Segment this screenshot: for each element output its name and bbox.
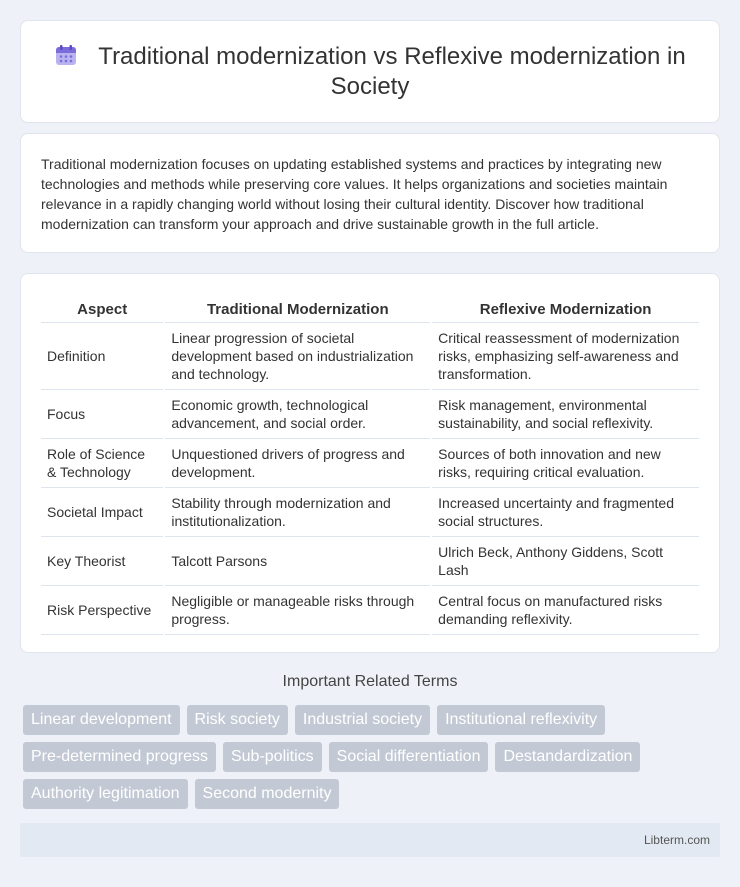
footer-site-link[interactable]: Libterm.com [643,833,710,847]
table-cell-reflexive: Risk management, environmental sustainability, and social reflexivity. [431,389,699,438]
table-cell-reflexive: Critical reassessment of modernization risks, emphasizing self-awareness and transformation. [431,322,699,389]
related-term-tag[interactable]: Authority legitimation [23,779,188,809]
table-cell-traditional: Linear progression of societal development based on industrialization and technology. [164,322,431,389]
comparison-table [41,294,699,635]
table-row [41,438,699,487]
related-term-tag[interactable]: Risk society [187,705,288,735]
table-row [41,389,699,438]
table-cell-aspect: Definition [41,322,164,389]
table-cell-aspect: Risk Perspective [41,585,164,634]
table-cell-aspect: Role of Science & Technology [41,438,164,487]
related-term-tag[interactable]: Institutional reflexivity [437,705,605,735]
intro-card [20,133,720,253]
related-term-tag[interactable]: Destandardization [495,742,640,772]
related-term-tag[interactable]: Social differentiation [329,742,489,772]
table-cell-reflexive: Ulrich Beck, Anthony Giddens, Scott Lash [431,536,699,585]
intro-text: Traditional modernization focuses on updating established systems and practices by integrating new technologies and methods while preserving core values. It helps organizations and societies maintain relevance in a rapidly changing world without losing their cultural identity. Discover how traditional modernization can transform your approach and drive sustainable growth in the full article. [41,156,668,232]
table-row [41,585,699,634]
table-cell-traditional: Talcott Parsons [164,536,431,585]
related-term-tag[interactable]: Linear development [23,705,180,735]
table-header-row [41,294,699,322]
table-cell-aspect: Focus [41,389,164,438]
page-title-text: Traditional modernization vs Reflexive modernization in Society [98,42,686,100]
table-cell-traditional: Negligible or manageable risks through progress. [164,585,431,634]
related-term-tag[interactable]: Second modernity [195,779,340,809]
calendar-icon [54,43,78,67]
related-terms-list [23,705,723,809]
table-cell-aspect: Key Theorist [41,536,164,585]
footer [20,823,720,857]
table-cell-reflexive: Increased uncertainty and fragmented social structures. [431,487,699,536]
table-cell-reflexive: Central focus on manufactured risks demanding reflexivity. [431,585,699,634]
column-header-reflexive: Reflexive Modernization [431,294,699,322]
related-term-tag[interactable]: Pre-determined progress [23,742,216,772]
related-terms-title: Important Related Terms [282,673,458,690]
table-cell-traditional: Stability through modernization and institutionalization. [164,487,431,536]
table-cell-traditional: Economic growth, technological advancement, and social order. [164,389,431,438]
table-row [41,536,699,585]
column-header-aspect: Aspect [41,294,164,322]
page-title [51,42,689,102]
comparison-table-card [20,273,720,653]
related-term-tag[interactable]: Industrial society [295,705,430,735]
table-cell-traditional: Unquestioned drivers of progress and development. [164,438,431,487]
table-cell-reflexive: Sources of both innovation and new risks, requiring critical evaluation. [431,438,699,487]
table-row [41,487,699,536]
table-row [41,322,699,389]
header-card [20,20,720,123]
related-term-tag[interactable]: Sub-politics [223,742,322,772]
table-cell-aspect: Societal Impact [41,487,164,536]
column-header-traditional: Traditional Modernization [164,294,431,322]
